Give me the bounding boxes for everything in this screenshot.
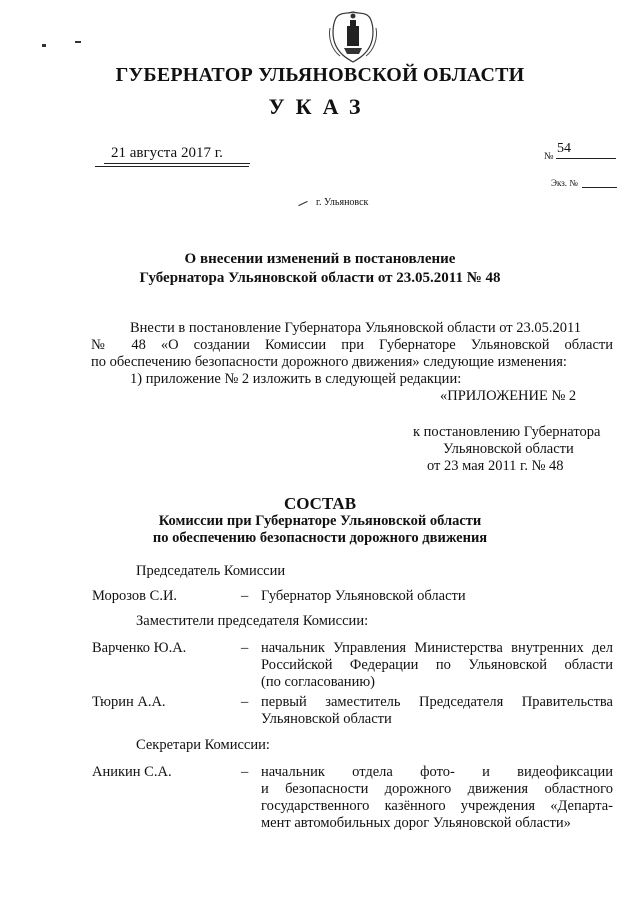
deputy-1-name: Варченко Ю.А. [92,640,187,656]
appendix-ref-line-2: Ульяновской области [443,441,574,457]
appendix-label: «ПРИЛОЖЕНИЕ № 2 [440,388,577,404]
pen-mark [298,201,307,206]
document-number: 54 [557,141,571,156]
chair-name: Морозов С.И. [92,588,178,604]
number-underline [556,158,616,159]
chair-role [261,588,613,605]
deputy-1-role-line-3: (по согласованию) [261,674,375,690]
deputy-1-dash: – [241,640,249,656]
deputy-1-role [261,640,613,691]
date-underline [104,163,250,164]
city: г. Ульяновск [316,197,369,208]
number-label: № [544,151,554,162]
deputy-1-role-line-1: начальник Управления Министерства внутренних дел [261,640,613,656]
deputy-1-role-line-2: Российской Федерации по Ульяновской области [261,657,613,673]
decree-title-line-1: О внесении изменений в постановление [184,251,456,267]
deputy-2-role [261,694,613,728]
organization-heading: ГУБЕРНАТОР УЛЬЯНОВСКОЙ ОБЛАСТИ [115,64,525,86]
composition-title: СОСТАВ [283,494,357,513]
date-underline-2 [95,166,249,167]
deputy-2-name: Тюрин А.А. [92,694,166,710]
copy-number-underline [582,187,617,188]
document-type: УКАЗ [268,94,372,119]
secretary-1-role [261,764,613,832]
secretary-1-role-line-2: и безопасности дорожного движения областного [261,781,613,797]
chair-heading: Председатель Комиссии [136,563,286,579]
scan-mark [42,44,46,47]
deputy-2-role-line-2: Ульяновской области [261,711,392,727]
copy-number-label: Экз. № [551,178,578,188]
deputies-heading: Заместители председателя Комиссии: [136,613,369,629]
deputy-2-dash: – [241,694,249,710]
body-paragraph-line-1: Внести в постановление Губернатора Ульяновской области от 23.05.2011 [130,320,581,336]
secretary-1-role-line-3: государственного казённого учреждения «Департа- [261,798,613,814]
secretary-1-dash: – [241,764,249,780]
decree-title-line-2: Губернатора Ульяновской области от 23.05.2011 № 48 [139,270,501,286]
appendix-ref-line-1: к постановлению Губернатора [413,424,601,440]
coat-of-arms-icon [326,8,380,64]
scan-mark [75,41,81,43]
body-item-1: 1) приложение № 2 изложить в следующей редакции: [130,371,462,387]
secretaries-heading: Секретари Комиссии: [136,737,270,753]
body-paragraph-line-2: № 48 «О создании Комиссии при Губернаторе Ульяновской области [91,337,613,353]
secretary-1-name: Аникин С.А. [92,764,172,780]
body-paragraph-line-3: по обеспечению безопасности дорожного движения» следующие изменения: [91,354,567,370]
secretary-1-role-line-4: мент автомобильных дорог Ульяновской области» [261,815,571,831]
appendix-ref-line-3: от 23 мая 2011 г. № 48 [427,458,564,474]
composition-subtitle-line-1: Комиссии при Губернаторе Ульяновской области [158,513,482,529]
chair-role-line-1: Губернатор Ульяновской области [261,588,466,604]
composition-subtitle-line-2: по обеспечению безопасности дорожного движения [152,530,488,546]
document-date: 21 августа 2017 г. [111,145,223,161]
deputy-2-role-line-1: первый заместитель Председателя Правительства [261,694,613,710]
chair-dash: – [241,588,249,604]
secretary-1-role-line-1: начальник отдела фото- и видеофиксации [261,764,613,780]
